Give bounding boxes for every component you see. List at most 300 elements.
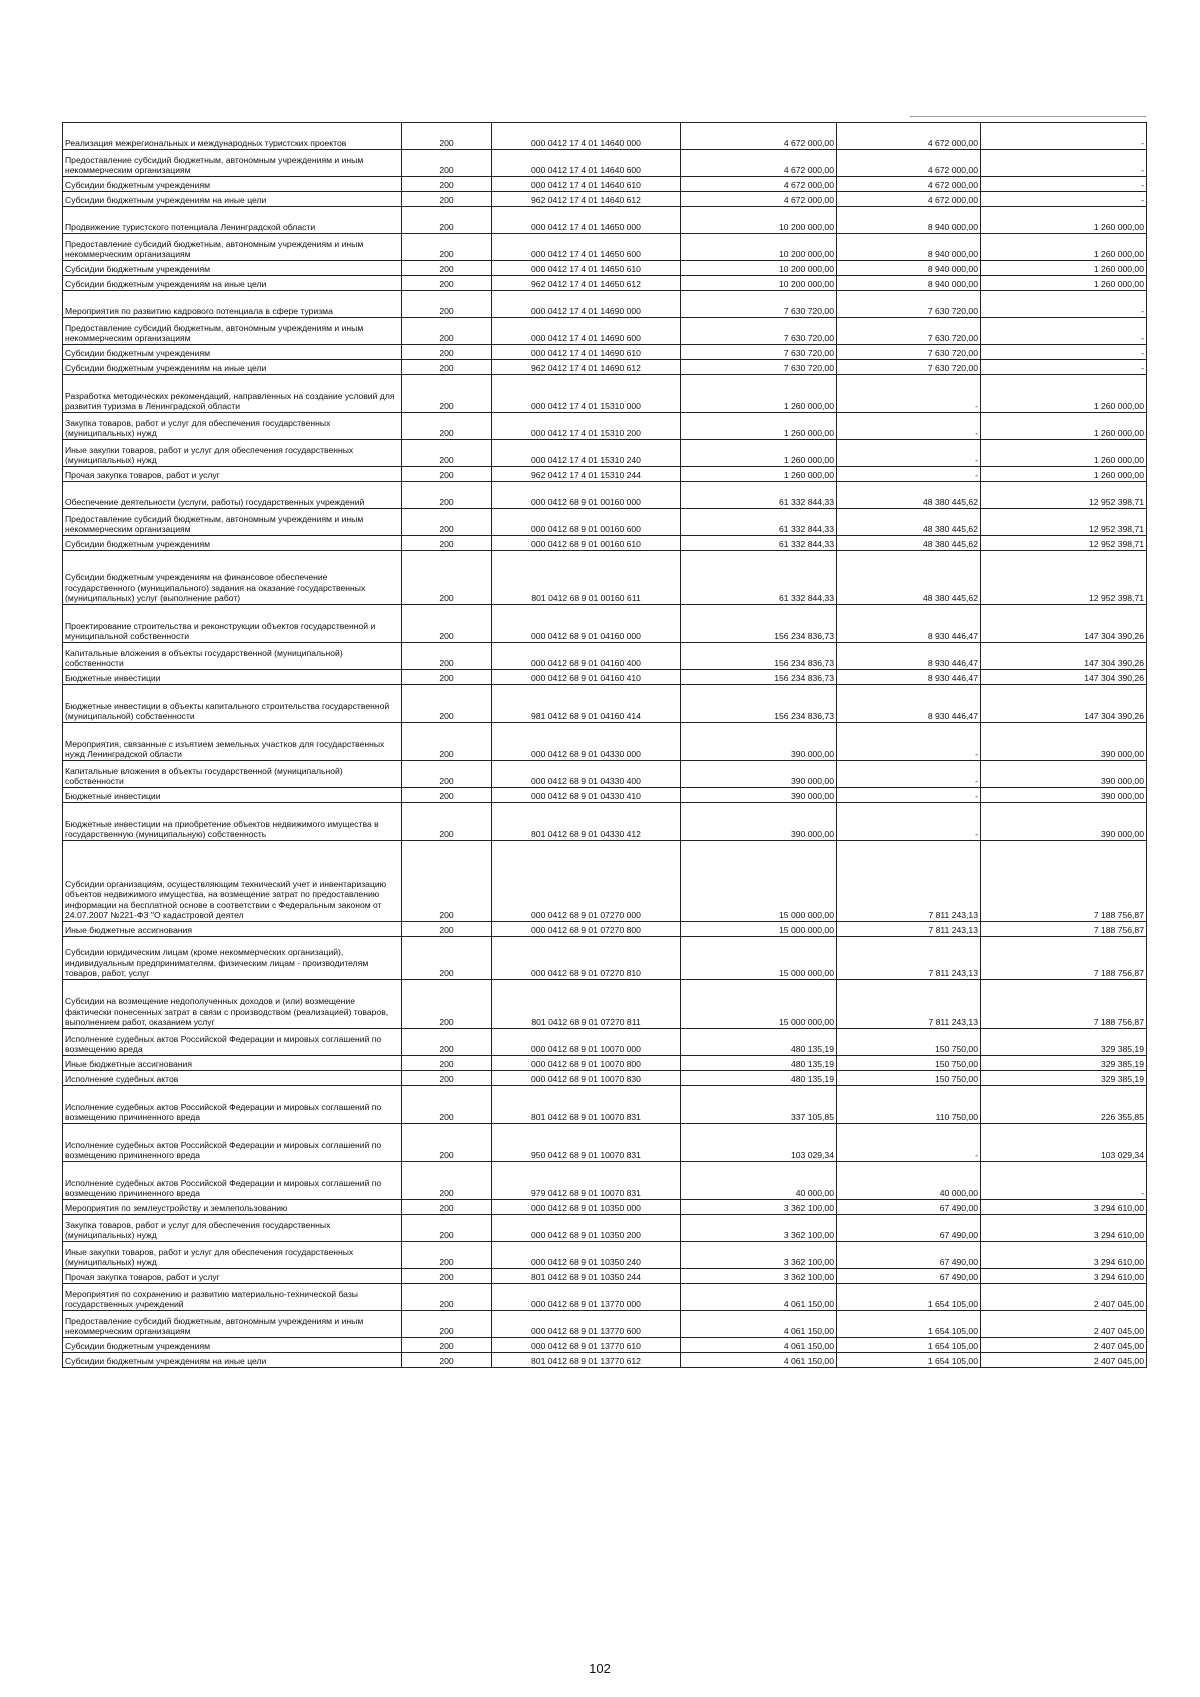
table-row <box>63 467 1147 482</box>
row-approved-amount-cell: 3 362 100,00 <box>681 1269 837 1284</box>
row-line-code-cell: 200 <box>402 980 492 1029</box>
table-row <box>63 643 1147 670</box>
row-unexecuted-amount-cell: - <box>981 123 1147 150</box>
row-unexecuted-amount-cell: 2 407 045,00 <box>981 1284 1147 1311</box>
row-line-code-cell: 200 <box>402 467 492 482</box>
row-classification-code-cell: 000 0412 68 9 01 10350 200 <box>492 1215 681 1242</box>
row-executed-amount-cell: 8 930 446,47 <box>837 643 981 670</box>
row-unexecuted-amount-cell: 390 000,00 <box>981 803 1147 841</box>
row-unexecuted-amount-cell: 2 407 045,00 <box>981 1338 1147 1353</box>
row-executed-amount-cell: 40 000,00 <box>837 1162 981 1200</box>
row-name-cell: Мероприятия по сохранению и развитию материально-технической базы государственных учреждений <box>63 1284 402 1311</box>
row-unexecuted-amount-cell: 7 188 756,87 <box>981 980 1147 1029</box>
row-classification-code-cell: 979 0412 68 9 01 10070 831 <box>492 1162 681 1200</box>
row-approved-amount-cell: 390 000,00 <box>681 788 837 803</box>
row-line-code-cell: 200 <box>402 123 492 150</box>
table-row <box>63 123 1147 150</box>
row-unexecuted-amount-cell: - <box>981 192 1147 207</box>
row-line-code-cell: 200 <box>402 192 492 207</box>
table-row <box>63 1338 1147 1353</box>
row-name-cell: Исполнение судебных актов Российской Федерации и мировых соглашений по возмещению вреда <box>63 1029 402 1056</box>
row-approved-amount-cell: 4 672 000,00 <box>681 177 837 192</box>
row-classification-code-cell: 000 0412 68 9 01 13770 610 <box>492 1338 681 1353</box>
row-approved-amount-cell: 4 061 150,00 <box>681 1338 837 1353</box>
row-name-cell: Предоставление субсидий бюджетным, автономным учреждениям и иным некоммерческим организациям <box>63 318 402 345</box>
row-classification-code-cell: 000 0412 68 9 01 00160 610 <box>492 536 681 551</box>
row-unexecuted-amount-cell: 1 260 000,00 <box>981 440 1147 467</box>
row-name-cell: Иные закупки товаров, работ и услуг для обеспечения государственных (муниципальных) нужд <box>63 1242 402 1269</box>
row-executed-amount-cell: - <box>837 788 981 803</box>
table-row <box>63 413 1147 440</box>
row-unexecuted-amount-cell: 1 260 000,00 <box>981 234 1147 261</box>
row-classification-code-cell: 801 0412 68 9 01 13770 612 <box>492 1353 681 1368</box>
row-unexecuted-amount-cell: 2 407 045,00 <box>981 1353 1147 1368</box>
row-name-cell: Субсидии бюджетным учреждениям на иные цели <box>63 192 402 207</box>
row-classification-code-cell: 000 0412 17 4 01 15310 240 <box>492 440 681 467</box>
row-approved-amount-cell: 480 135,19 <box>681 1056 837 1071</box>
row-classification-code-cell: 000 0412 17 4 01 14640 000 <box>492 123 681 150</box>
row-approved-amount-cell: 3 362 100,00 <box>681 1200 837 1215</box>
row-classification-code-cell: 000 0412 68 9 01 13770 600 <box>492 1311 681 1338</box>
row-executed-amount-cell: - <box>837 1124 981 1162</box>
row-line-code-cell: 200 <box>402 803 492 841</box>
row-classification-code-cell: 000 0412 68 9 01 10070 830 <box>492 1071 681 1086</box>
row-unexecuted-amount-cell: 226 355,85 <box>981 1086 1147 1124</box>
row-line-code-cell: 200 <box>402 670 492 685</box>
table-row <box>63 261 1147 276</box>
row-name-cell: Мероприятия, связанные с изъятием земельных участков для государственных нужд Ленинградской области <box>63 723 402 761</box>
row-line-code-cell: 200 <box>402 177 492 192</box>
row-executed-amount-cell: 67 490,00 <box>837 1269 981 1284</box>
row-classification-code-cell: 801 0412 68 9 01 10070 831 <box>492 1086 681 1124</box>
row-line-code-cell: 200 <box>402 841 492 922</box>
row-line-code-cell: 200 <box>402 761 492 788</box>
row-line-code-cell: 200 <box>402 605 492 643</box>
row-line-code-cell: 200 <box>402 1311 492 1338</box>
row-unexecuted-amount-cell: 3 294 610,00 <box>981 1200 1147 1215</box>
row-unexecuted-amount-cell: 329 385,19 <box>981 1056 1147 1071</box>
row-unexecuted-amount-cell: 390 000,00 <box>981 723 1147 761</box>
table-row <box>63 177 1147 192</box>
row-unexecuted-amount-cell: - <box>981 318 1147 345</box>
row-name-cell: Продвижение туристского потенциала Ленинградской области <box>63 207 402 234</box>
row-classification-code-cell: 000 0412 68 9 01 13770 000 <box>492 1284 681 1311</box>
row-executed-amount-cell: 67 490,00 <box>837 1200 981 1215</box>
row-unexecuted-amount-cell: - <box>981 360 1147 375</box>
table-row <box>63 1029 1147 1056</box>
row-executed-amount-cell: 1 654 105,00 <box>837 1353 981 1368</box>
table-body <box>63 123 1147 1368</box>
table-row <box>63 375 1147 413</box>
row-classification-code-cell: 000 0412 17 4 01 14650 000 <box>492 207 681 234</box>
table-row <box>63 536 1147 551</box>
row-approved-amount-cell: 156 234 836,73 <box>681 670 837 685</box>
row-unexecuted-amount-cell: 3 294 610,00 <box>981 1242 1147 1269</box>
row-approved-amount-cell: 7 630 720,00 <box>681 345 837 360</box>
row-unexecuted-amount-cell: 1 260 000,00 <box>981 375 1147 413</box>
row-name-cell: Бюджетные инвестиции на приобретение объектов недвижимого имущества в государственную (муниципальную) собственность <box>63 803 402 841</box>
row-approved-amount-cell: 7 630 720,00 <box>681 291 837 318</box>
row-line-code-cell: 200 <box>402 922 492 937</box>
row-approved-amount-cell: 1 260 000,00 <box>681 467 837 482</box>
row-executed-amount-cell: 48 380 445,62 <box>837 551 981 605</box>
row-executed-amount-cell: 67 490,00 <box>837 1242 981 1269</box>
row-name-cell: Прочая закупка товаров, работ и услуг <box>63 1269 402 1284</box>
table-row <box>63 1086 1147 1124</box>
row-classification-code-cell: 000 0412 17 4 01 14690 000 <box>492 291 681 318</box>
row-unexecuted-amount-cell: - <box>981 345 1147 360</box>
row-approved-amount-cell: 7 630 720,00 <box>681 360 837 375</box>
row-classification-code-cell: 000 0412 68 9 01 04330 000 <box>492 723 681 761</box>
row-classification-code-cell: 000 0412 17 4 01 14650 610 <box>492 261 681 276</box>
row-executed-amount-cell: 4 672 000,00 <box>837 177 981 192</box>
row-line-code-cell: 200 <box>402 1162 492 1200</box>
row-executed-amount-cell: 7 630 720,00 <box>837 318 981 345</box>
row-name-cell: Исполнение судебных актов <box>63 1071 402 1086</box>
row-unexecuted-amount-cell: 147 304 390,26 <box>981 605 1147 643</box>
row-executed-amount-cell: 8 930 446,47 <box>837 670 981 685</box>
row-name-cell: Бюджетные инвестиции <box>63 788 402 803</box>
row-name-cell: Субсидии бюджетным учреждениям на финансовое обеспечение государственного (муниципального) задания на оказание государственных (муниципальных) услуг (выполнение работ) <box>63 551 402 605</box>
row-name-cell: Предоставление субсидий бюджетным, автономным учреждениям и иным некоммерческим организациям <box>63 150 402 177</box>
row-classification-code-cell: 000 0412 68 9 01 04160 400 <box>492 643 681 670</box>
row-executed-amount-cell: - <box>837 375 981 413</box>
row-approved-amount-cell: 61 332 844,33 <box>681 482 837 509</box>
row-executed-amount-cell: 150 750,00 <box>837 1056 981 1071</box>
row-classification-code-cell: 000 0412 68 9 01 07270 800 <box>492 922 681 937</box>
row-executed-amount-cell: 110 750,00 <box>837 1086 981 1124</box>
row-approved-amount-cell: 40 000,00 <box>681 1162 837 1200</box>
row-classification-code-cell: 962 0412 17 4 01 14690 612 <box>492 360 681 375</box>
row-executed-amount-cell: 4 672 000,00 <box>837 150 981 177</box>
row-approved-amount-cell: 61 332 844,33 <box>681 536 837 551</box>
row-name-cell: Реализация межрегиональных и международных туристских проектов <box>63 123 402 150</box>
row-unexecuted-amount-cell: 12 952 398,71 <box>981 482 1147 509</box>
row-name-cell: Мероприятия по землеустройству и землепользованию <box>63 1200 402 1215</box>
table-row <box>63 291 1147 318</box>
row-line-code-cell: 200 <box>402 276 492 291</box>
table-row <box>63 150 1147 177</box>
row-classification-code-cell: 000 0412 17 4 01 14640 600 <box>492 150 681 177</box>
row-executed-amount-cell: 67 490,00 <box>837 1215 981 1242</box>
row-classification-code-cell: 000 0412 68 9 01 04160 000 <box>492 605 681 643</box>
row-name-cell: Субсидии бюджетным учреждениям на иные цели <box>63 1353 402 1368</box>
row-classification-code-cell: 981 0412 68 9 01 04160 414 <box>492 685 681 723</box>
row-unexecuted-amount-cell: 7 188 756,87 <box>981 937 1147 980</box>
row-executed-amount-cell: 1 654 105,00 <box>837 1338 981 1353</box>
row-executed-amount-cell: 8 940 000,00 <box>837 207 981 234</box>
table-row <box>63 1242 1147 1269</box>
row-classification-code-cell: 801 0412 68 9 01 00160 611 <box>492 551 681 605</box>
row-executed-amount-cell: - <box>837 440 981 467</box>
row-line-code-cell: 200 <box>402 375 492 413</box>
row-line-code-cell: 200 <box>402 937 492 980</box>
row-classification-code-cell: 000 0412 68 9 01 00160 600 <box>492 509 681 536</box>
row-line-code-cell: 200 <box>402 261 492 276</box>
row-executed-amount-cell: 4 672 000,00 <box>837 123 981 150</box>
row-unexecuted-amount-cell: - <box>981 150 1147 177</box>
row-approved-amount-cell: 15 000 000,00 <box>681 922 837 937</box>
row-name-cell: Прочая закупка товаров, работ и услуг <box>63 467 402 482</box>
row-unexecuted-amount-cell: 1 260 000,00 <box>981 207 1147 234</box>
row-name-cell: Капитальные вложения в объекты государственной (муниципальной) собственности <box>63 643 402 670</box>
row-name-cell: Субсидии организациям, осуществляющим технический учет и инвентаризацию объектов недвижимого имущества, на возмещение затрат по предоставлению информации на бесплатной основе в соответствии с Федеральным законом от 24.07.2007 №221-ФЗ "О кадастровой деятел <box>63 841 402 922</box>
row-name-cell: Мероприятия по развитию кадрового потенциала в сфере туризма <box>63 291 402 318</box>
row-unexecuted-amount-cell: 12 952 398,71 <box>981 536 1147 551</box>
row-name-cell: Субсидии на возмещение недополученных доходов и (или) возмещение фактически понесенных затрат в связи с производством (реализацией) товаров, выполнением работ, оказанием услуг <box>63 980 402 1029</box>
row-line-code-cell: 200 <box>402 509 492 536</box>
row-line-code-cell: 200 <box>402 318 492 345</box>
row-approved-amount-cell: 61 332 844,33 <box>681 551 837 605</box>
row-name-cell: Исполнение судебных актов Российской Федерации и мировых соглашений по возмещению причиненного вреда <box>63 1162 402 1200</box>
row-classification-code-cell: 000 0412 17 4 01 14690 610 <box>492 345 681 360</box>
row-unexecuted-amount-cell: 12 952 398,71 <box>981 509 1147 536</box>
row-unexecuted-amount-cell: 147 304 390,26 <box>981 643 1147 670</box>
row-line-code-cell: 200 <box>402 1056 492 1071</box>
row-name-cell: Субсидии бюджетным учреждениям <box>63 177 402 192</box>
row-classification-code-cell: 962 0412 17 4 01 14640 612 <box>492 192 681 207</box>
row-approved-amount-cell: 390 000,00 <box>681 803 837 841</box>
table-row <box>63 761 1147 788</box>
row-approved-amount-cell: 1 260 000,00 <box>681 413 837 440</box>
row-line-code-cell: 200 <box>402 440 492 467</box>
row-line-code-cell: 200 <box>402 207 492 234</box>
row-classification-code-cell: 000 0412 68 9 01 10350 240 <box>492 1242 681 1269</box>
table-row <box>63 605 1147 643</box>
row-unexecuted-amount-cell: 147 304 390,26 <box>981 685 1147 723</box>
table-row <box>63 841 1147 922</box>
row-name-cell: Обеспечение деятельности (услуги, работы) государственных учреждений <box>63 482 402 509</box>
row-line-code-cell: 200 <box>402 1124 492 1162</box>
row-executed-amount-cell: - <box>837 761 981 788</box>
row-unexecuted-amount-cell: 3 294 610,00 <box>981 1215 1147 1242</box>
row-unexecuted-amount-cell: 390 000,00 <box>981 788 1147 803</box>
row-classification-code-cell: 000 0412 68 9 01 10350 000 <box>492 1200 681 1215</box>
row-name-cell: Предоставление субсидий бюджетным, автономным учреждениям и иным некоммерческим организациям <box>63 509 402 536</box>
row-executed-amount-cell: - <box>837 413 981 440</box>
row-unexecuted-amount-cell: 2 407 045,00 <box>981 1311 1147 1338</box>
table-row <box>63 1284 1147 1311</box>
row-unexecuted-amount-cell: - <box>981 1162 1147 1200</box>
row-line-code-cell: 200 <box>402 643 492 670</box>
row-classification-code-cell: 801 0412 68 9 01 07270 811 <box>492 980 681 1029</box>
table-row <box>63 723 1147 761</box>
row-line-code-cell: 200 <box>402 1338 492 1353</box>
row-approved-amount-cell: 4 061 150,00 <box>681 1284 837 1311</box>
row-executed-amount-cell: - <box>837 467 981 482</box>
row-name-cell: Субсидии юридическим лицам (кроме некоммерческих организаций), индивидуальным предпринимателям, физическим лицам - производителям товаров, работ, услуг <box>63 937 402 980</box>
row-name-cell: Исполнение судебных актов Российской Федерации и мировых соглашений по возмещению причиненного вреда <box>63 1086 402 1124</box>
row-unexecuted-amount-cell: 1 260 000,00 <box>981 413 1147 440</box>
row-approved-amount-cell: 156 234 836,73 <box>681 685 837 723</box>
row-approved-amount-cell: 390 000,00 <box>681 723 837 761</box>
table-row <box>63 1124 1147 1162</box>
table-row <box>63 360 1147 375</box>
row-name-cell: Разработка методических рекомендаций, направленных на создание условий для развития туризма в Ленинградской области <box>63 375 402 413</box>
row-unexecuted-amount-cell: 329 385,19 <box>981 1029 1147 1056</box>
row-approved-amount-cell: 10 200 000,00 <box>681 234 837 261</box>
row-name-cell: Бюджетные инвестиции в объекты капитального строительства государственной (муниципальной) собственности <box>63 685 402 723</box>
row-classification-code-cell: 000 0412 17 4 01 15310 000 <box>492 375 681 413</box>
row-line-code-cell: 200 <box>402 685 492 723</box>
row-classification-code-cell: 000 0412 68 9 01 10070 800 <box>492 1056 681 1071</box>
row-name-cell: Субсидии бюджетным учреждениям на иные цели <box>63 360 402 375</box>
row-name-cell: Иные бюджетные ассигнования <box>63 922 402 937</box>
row-line-code-cell: 200 <box>402 234 492 261</box>
row-name-cell: Субсидии бюджетным учреждениям <box>63 261 402 276</box>
table-row <box>63 509 1147 536</box>
table-row <box>63 440 1147 467</box>
row-unexecuted-amount-cell: - <box>981 177 1147 192</box>
table-row <box>63 345 1147 360</box>
row-line-code-cell: 200 <box>402 360 492 375</box>
row-classification-code-cell: 950 0412 68 9 01 10070 831 <box>492 1124 681 1162</box>
row-executed-amount-cell: 150 750,00 <box>837 1071 981 1086</box>
row-classification-code-cell: 000 0412 68 9 01 04330 410 <box>492 788 681 803</box>
row-name-cell: Субсидии бюджетным учреждениям <box>63 536 402 551</box>
row-line-code-cell: 200 <box>402 1086 492 1124</box>
row-approved-amount-cell: 480 135,19 <box>681 1071 837 1086</box>
row-classification-code-cell: 000 0412 68 9 01 10070 000 <box>492 1029 681 1056</box>
row-classification-code-cell: 000 0412 68 9 01 04330 400 <box>492 761 681 788</box>
row-classification-code-cell: 962 0412 17 4 01 14650 612 <box>492 276 681 291</box>
row-name-cell: Предоставление субсидий бюджетным, автономным учреждениям и иным некоммерческим организациям <box>63 1311 402 1338</box>
row-name-cell: Иные бюджетные ассигнования <box>63 1056 402 1071</box>
row-executed-amount-cell: 48 380 445,62 <box>837 536 981 551</box>
row-approved-amount-cell: 7 630 720,00 <box>681 318 837 345</box>
row-approved-amount-cell: 1 260 000,00 <box>681 440 837 467</box>
row-name-cell: Исполнение судебных актов Российской Федерации и мировых соглашений по возмещению причиненного вреда <box>63 1124 402 1162</box>
row-approved-amount-cell: 10 200 000,00 <box>681 261 837 276</box>
row-approved-amount-cell: 1 260 000,00 <box>681 375 837 413</box>
row-executed-amount-cell: 7 811 243,13 <box>837 980 981 1029</box>
row-classification-code-cell: 000 0412 17 4 01 15310 200 <box>492 413 681 440</box>
row-line-code-cell: 200 <box>402 1215 492 1242</box>
row-line-code-cell: 200 <box>402 1353 492 1368</box>
row-approved-amount-cell: 103 029,34 <box>681 1124 837 1162</box>
table-row <box>63 788 1147 803</box>
table-row <box>63 276 1147 291</box>
row-executed-amount-cell: 48 380 445,62 <box>837 509 981 536</box>
row-executed-amount-cell: 7 630 720,00 <box>837 345 981 360</box>
row-executed-amount-cell: 150 750,00 <box>837 1029 981 1056</box>
table-row <box>63 1269 1147 1284</box>
row-line-code-cell: 200 <box>402 291 492 318</box>
row-executed-amount-cell: 7 630 720,00 <box>837 360 981 375</box>
row-executed-amount-cell: 7 811 243,13 <box>837 937 981 980</box>
table-row <box>63 234 1147 261</box>
table-row <box>63 1071 1147 1086</box>
row-executed-amount-cell: 7 630 720,00 <box>837 291 981 318</box>
row-approved-amount-cell: 61 332 844,33 <box>681 509 837 536</box>
row-line-code-cell: 200 <box>402 536 492 551</box>
row-approved-amount-cell: 4 061 150,00 <box>681 1311 837 1338</box>
row-approved-amount-cell: 10 200 000,00 <box>681 276 837 291</box>
row-classification-code-cell: 000 0412 17 4 01 14650 600 <box>492 234 681 261</box>
row-approved-amount-cell: 390 000,00 <box>681 761 837 788</box>
row-classification-code-cell: 000 0412 68 9 01 07270 810 <box>492 937 681 980</box>
table-row <box>63 1215 1147 1242</box>
row-unexecuted-amount-cell: 12 952 398,71 <box>981 551 1147 605</box>
row-executed-amount-cell: 7 811 243,13 <box>837 922 981 937</box>
table-row <box>63 922 1147 937</box>
row-line-code-cell: 200 <box>402 1269 492 1284</box>
row-line-code-cell: 200 <box>402 788 492 803</box>
budget-execution-table <box>62 122 1147 1368</box>
row-executed-amount-cell: 1 654 105,00 <box>837 1284 981 1311</box>
table-row <box>63 1311 1147 1338</box>
row-classification-code-cell: 000 0412 68 9 01 04160 410 <box>492 670 681 685</box>
row-unexecuted-amount-cell: 3 294 610,00 <box>981 1269 1147 1284</box>
row-unexecuted-amount-cell: 7 188 756,87 <box>981 922 1147 937</box>
row-approved-amount-cell: 4 672 000,00 <box>681 192 837 207</box>
row-executed-amount-cell: 1 654 105,00 <box>837 1311 981 1338</box>
row-approved-amount-cell: 15 000 000,00 <box>681 980 837 1029</box>
row-unexecuted-amount-cell: 329 385,19 <box>981 1071 1147 1086</box>
row-approved-amount-cell: 4 672 000,00 <box>681 150 837 177</box>
row-name-cell: Субсидии бюджетным учреждениям <box>63 345 402 360</box>
row-executed-amount-cell: 8 930 446,47 <box>837 605 981 643</box>
row-approved-amount-cell: 337 105,85 <box>681 1086 837 1124</box>
row-executed-amount-cell: 8 930 446,47 <box>837 685 981 723</box>
row-unexecuted-amount-cell: 1 260 000,00 <box>981 467 1147 482</box>
row-approved-amount-cell: 15 000 000,00 <box>681 937 837 980</box>
table-row <box>63 207 1147 234</box>
row-line-code-cell: 200 <box>402 482 492 509</box>
row-line-code-cell: 200 <box>402 551 492 605</box>
row-executed-amount-cell: 7 811 243,13 <box>837 841 981 922</box>
row-name-cell: Закупка товаров, работ и услуг для обеспечения государственных (муниципальных) нужд <box>63 1215 402 1242</box>
row-executed-amount-cell: 8 940 000,00 <box>837 276 981 291</box>
row-approved-amount-cell: 480 135,19 <box>681 1029 837 1056</box>
row-line-code-cell: 200 <box>402 345 492 360</box>
row-name-cell: Иные закупки товаров, работ и услуг для обеспечения государственных (муниципальных) нужд <box>63 440 402 467</box>
row-executed-amount-cell: 4 672 000,00 <box>837 192 981 207</box>
table-row <box>63 1162 1147 1200</box>
row-classification-code-cell: 000 0412 17 4 01 14690 600 <box>492 318 681 345</box>
row-classification-code-cell: 962 0412 17 4 01 15310 244 <box>492 467 681 482</box>
scan-artifact-line <box>910 116 1146 117</box>
page-number: 102 <box>589 1661 611 1676</box>
row-unexecuted-amount-cell: 1 260 000,00 <box>981 276 1147 291</box>
table-row <box>63 937 1147 980</box>
row-approved-amount-cell: 3 362 100,00 <box>681 1242 837 1269</box>
table-row <box>63 482 1147 509</box>
row-executed-amount-cell: - <box>837 723 981 761</box>
table-row <box>63 980 1147 1029</box>
row-unexecuted-amount-cell: - <box>981 291 1147 318</box>
row-executed-amount-cell: 8 940 000,00 <box>837 234 981 261</box>
row-line-code-cell: 200 <box>402 1200 492 1215</box>
row-approved-amount-cell: 156 234 836,73 <box>681 643 837 670</box>
row-unexecuted-amount-cell: 103 029,34 <box>981 1124 1147 1162</box>
row-line-code-cell: 200 <box>402 150 492 177</box>
row-name-cell: Субсидии бюджетным учреждениям на иные цели <box>63 276 402 291</box>
table-row <box>63 670 1147 685</box>
row-classification-code-cell: 801 0412 68 9 01 04330 412 <box>492 803 681 841</box>
row-approved-amount-cell: 4 672 000,00 <box>681 123 837 150</box>
table-row <box>63 318 1147 345</box>
row-line-code-cell: 200 <box>402 723 492 761</box>
row-unexecuted-amount-cell: 390 000,00 <box>981 761 1147 788</box>
table-row <box>63 1056 1147 1071</box>
row-classification-code-cell: 000 0412 68 9 01 00160 000 <box>492 482 681 509</box>
row-name-cell: Закупка товаров, работ и услуг для обеспечения государственных (муниципальных) нужд <box>63 413 402 440</box>
row-approved-amount-cell: 4 061 150,00 <box>681 1353 837 1368</box>
row-classification-code-cell: 000 0412 17 4 01 14640 610 <box>492 177 681 192</box>
table-row <box>63 1200 1147 1215</box>
table-row <box>63 685 1147 723</box>
